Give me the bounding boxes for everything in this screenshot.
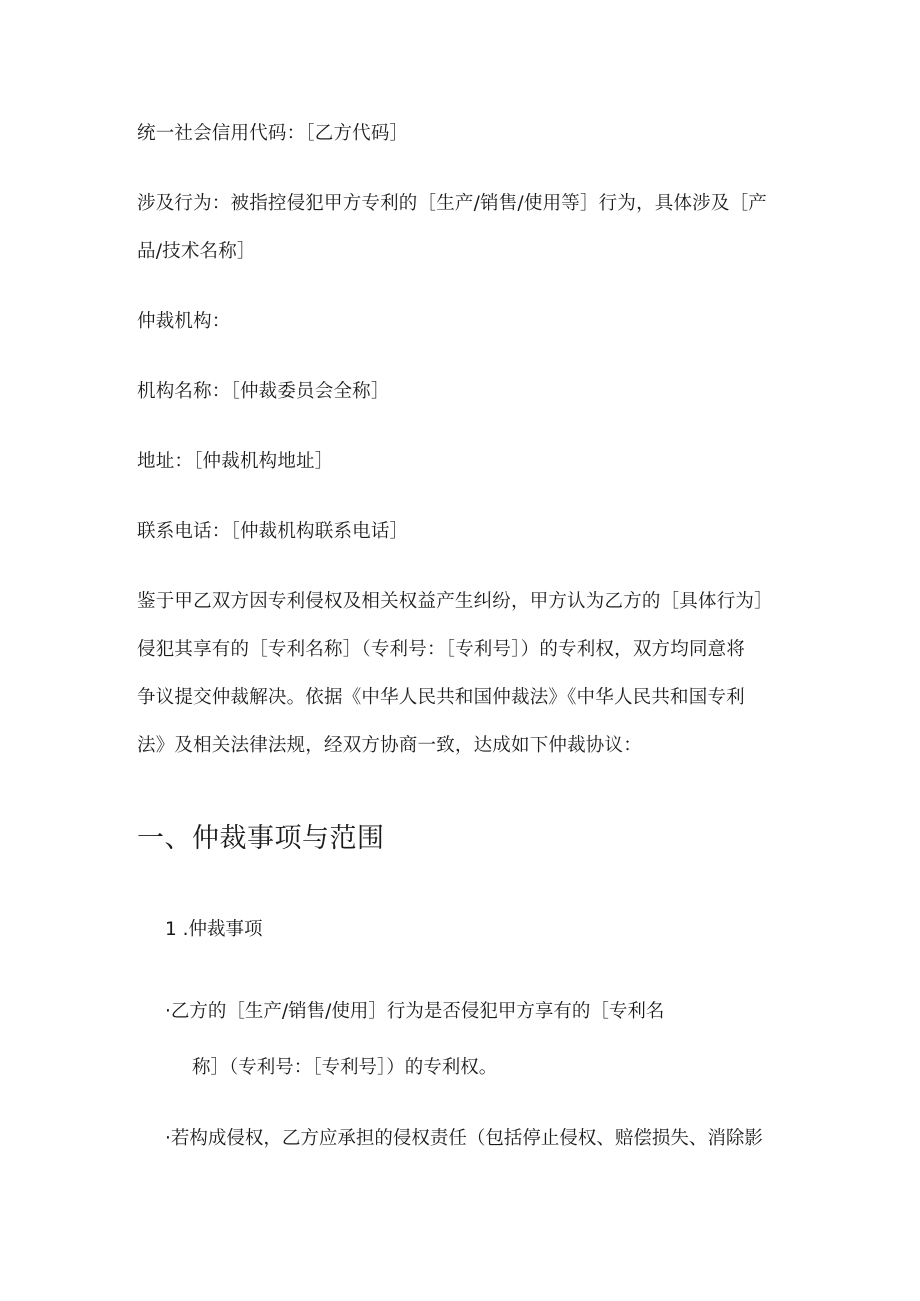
- preamble-line3: 争议提交仲裁解决。依据《中华人民共和国仲裁法》《中华人民共和国专利: [137, 687, 745, 708]
- party-b-involved-act-line1: 涉及行为：被指控侵犯甲方专利的［生产/销售/使用等］行为，具体涉及［产: [137, 193, 767, 214]
- section-heading: 一、仲裁事项与范围: [137, 823, 385, 854]
- arbitration-institution-phone: 联系电话：［仲裁机构联系电话］: [137, 521, 409, 542]
- party-b-involved-act-line2: 品/技术名称］: [137, 241, 256, 262]
- bullet-item-1-line2: 称］（专利号：［专利号］）的专利权。: [192, 1057, 498, 1078]
- bullet-item-1-line1: ·乙方的［生产/销售/使用］行为是否侵犯甲方享有的［专利名: [165, 1001, 665, 1022]
- bullet-item-2-line1: ·若构成侵权，乙方应承担的侵权责任（包括停止侵权、赔偿损失、消除影: [165, 1128, 763, 1149]
- preamble-line4: 法》及相关法律法规，经双方协商一致，达成如下仲裁协议：: [137, 735, 642, 756]
- party-b-credit-code: 统一社会信用代码：［乙方代码］: [137, 123, 409, 144]
- preamble-line1: 鉴于甲乙双方因专利侵权及相关权益产生纠纷，甲方认为乙方的［具体行为］: [137, 591, 773, 612]
- preamble-line2: 侵犯其享有的［专利名称］（专利号：［专利号］）的专利权，双方均同意将: [137, 639, 746, 660]
- arbitration-institution-label: 仲裁机构：: [137, 311, 231, 332]
- arbitration-institution-name: 机构名称：［仲裁委员会全称］: [137, 381, 390, 402]
- item-title: 1 .仲裁事项: [165, 919, 263, 940]
- arbitration-institution-address: 地址：［仲裁机构地址］: [137, 451, 334, 472]
